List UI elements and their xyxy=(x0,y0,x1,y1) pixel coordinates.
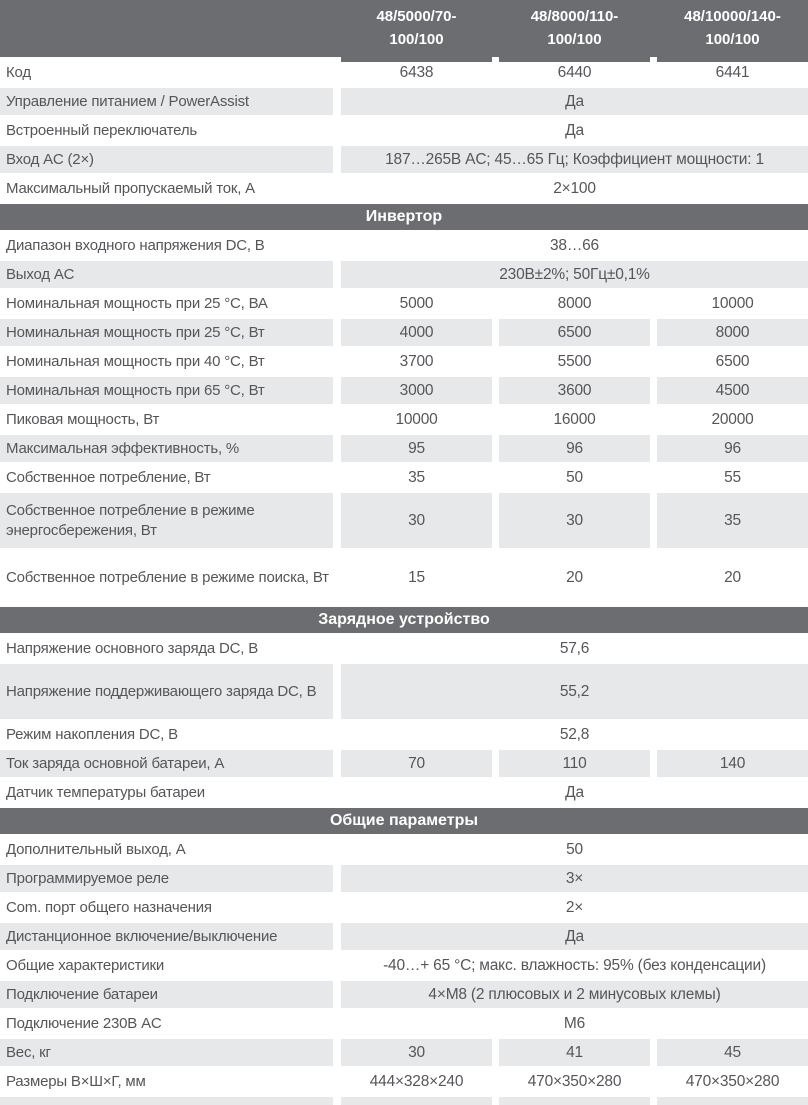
row-value-merged: 230В±2%; 50Гц±0,1% xyxy=(341,261,808,288)
row-values xyxy=(341,981,808,1008)
row-label: Подключение 230В AC xyxy=(6,1014,162,1032)
row-values xyxy=(341,550,808,605)
table-row xyxy=(0,88,808,115)
table-row xyxy=(0,59,808,86)
table-row xyxy=(0,1097,808,1105)
header-tab xyxy=(341,57,492,62)
header-tab xyxy=(657,57,808,62)
spec-table-rows xyxy=(0,59,808,1105)
column-header xyxy=(341,0,492,57)
row-values xyxy=(341,1068,808,1095)
row-value: 6438 xyxy=(399,63,434,81)
column-header-label: 48/8000/110-100/100 xyxy=(530,8,619,48)
row-value-merged: 187…265В AC; 45…65 Гц; Коэффициент мощности: 1 xyxy=(341,146,808,173)
row-values xyxy=(341,290,808,317)
row-value: 6440 xyxy=(557,63,592,81)
row-label: Размеры В×Ш×Г, мм xyxy=(6,1072,146,1090)
row-values xyxy=(341,117,808,144)
section-title: Инвертор xyxy=(365,208,443,225)
section-header xyxy=(0,607,808,633)
section-title: Зарядное устройство xyxy=(318,611,490,628)
row-value: 96 xyxy=(657,435,808,462)
row-values xyxy=(341,348,808,375)
table-row xyxy=(0,117,808,144)
table-row xyxy=(0,319,808,346)
table-row xyxy=(0,348,808,375)
row-label: Собственное потребление в режиме энергосбережения, Вт xyxy=(0,493,333,548)
table-row xyxy=(0,664,808,719)
row-value: 70 xyxy=(341,750,492,777)
row-value: 45 xyxy=(657,1039,808,1066)
column-header-label: 48/5000/70-100/100 xyxy=(376,8,457,48)
row-value-merged: 2×100 xyxy=(553,179,596,197)
row-value: 20 xyxy=(566,568,583,586)
table-row xyxy=(0,261,808,288)
row-label: Напряжение поддерживающего заряда DC, В xyxy=(0,664,333,719)
row-values xyxy=(341,319,808,346)
row-value: 6441 xyxy=(715,63,750,81)
row-value: 110 xyxy=(499,750,650,777)
row-value: 55 xyxy=(724,468,741,486)
row-value: 8000 xyxy=(557,294,592,312)
table-row xyxy=(0,435,808,462)
section-header xyxy=(0,204,808,230)
row-value-merged: Да xyxy=(341,88,808,115)
row-values xyxy=(341,59,808,86)
row-value-merged: 55,2 xyxy=(341,664,808,719)
row-value: 4000 xyxy=(341,319,492,346)
row-values xyxy=(341,779,808,806)
table-row xyxy=(0,232,808,259)
row-value: 30 xyxy=(499,493,650,548)
row-values xyxy=(341,894,808,921)
table-row xyxy=(0,721,808,748)
row-value-merged: 50 xyxy=(566,840,583,858)
row-label: Номинальная мощность при 65 °C, Вт xyxy=(0,377,333,404)
row-label: Напряжение основного заряда DC, В xyxy=(6,639,259,657)
row-label: Собственное потребление, Вт xyxy=(6,468,211,486)
table-row xyxy=(0,779,808,806)
row-label: Собственное потребление в режиме поиска, Вт xyxy=(6,568,329,586)
row-value: 444×328×240 xyxy=(369,1072,464,1090)
row-values xyxy=(341,88,808,115)
row-value: 470×350×280 xyxy=(527,1072,622,1090)
row-label: Код xyxy=(6,63,31,81)
row-value: 8000 xyxy=(657,319,808,346)
row-value: 3000 xyxy=(341,377,492,404)
table-row xyxy=(0,923,808,950)
row-label: Управление питанием / PowerAssist xyxy=(0,88,333,115)
table-row xyxy=(0,406,808,433)
table-row xyxy=(0,894,808,921)
row-values xyxy=(341,750,808,777)
row-value: 35 xyxy=(657,493,808,548)
row-label: Режим накопления DC, В xyxy=(6,725,178,743)
row-values xyxy=(341,923,808,950)
row-label: Номинальная мощность при 25 °C, Вт xyxy=(0,319,333,346)
row-values xyxy=(341,664,808,719)
section-header xyxy=(0,808,808,834)
row-label: Номинальная мощность при 40 °C, Вт xyxy=(6,352,265,370)
row-values xyxy=(341,721,808,748)
row-value: 15 xyxy=(408,568,425,586)
table-row xyxy=(0,175,808,202)
row-values xyxy=(341,865,808,892)
row-value: 6500 xyxy=(499,319,650,346)
row-values xyxy=(341,1097,808,1105)
row-value: 16000 xyxy=(553,410,596,428)
header-label-spacer xyxy=(0,0,333,57)
row-values xyxy=(341,175,808,202)
table-row xyxy=(0,290,808,317)
row-label: Дополнительный выход, А xyxy=(6,840,186,858)
row-values xyxy=(341,1039,808,1066)
row-label: Дистанционное включение/выключение xyxy=(0,923,333,950)
row-label xyxy=(0,1097,333,1105)
row-value: 10000 xyxy=(711,294,754,312)
row-values xyxy=(341,232,808,259)
row-value: 35 xyxy=(408,468,425,486)
row-value-merged: Да xyxy=(565,121,584,139)
row-value-merged: -40…+ 65 °C; макс. влажность: 95% (без конденсации) xyxy=(383,956,766,974)
table-header xyxy=(0,0,808,57)
row-label: Максимальный пропускаемый ток, А xyxy=(6,179,255,197)
table-row xyxy=(0,952,808,979)
row-value: 20000 xyxy=(711,410,754,428)
row-value-merged: М6 xyxy=(563,1014,586,1032)
row-label: Выход AC xyxy=(0,261,333,288)
row-label: Номинальная мощность при 25 °C, ВА xyxy=(6,294,268,312)
row-value: 95 xyxy=(341,435,492,462)
row-label: Пиковая мощность, Вт xyxy=(6,410,160,428)
table-row xyxy=(0,981,808,1008)
row-value: 30 xyxy=(341,493,492,548)
row-value xyxy=(657,1097,808,1105)
row-value-merged: Да xyxy=(341,923,808,950)
table-row xyxy=(0,865,808,892)
row-label: Датчик температуры батареи xyxy=(6,783,205,801)
row-value-merged: 38…66 xyxy=(550,236,599,254)
row-label: Встроенный переключатель xyxy=(6,121,197,139)
table-row xyxy=(0,750,808,777)
row-value: 20 xyxy=(724,568,741,586)
table-row xyxy=(0,1068,808,1095)
column-header xyxy=(657,0,808,57)
row-value xyxy=(341,1097,492,1105)
table-row xyxy=(0,377,808,404)
row-label: Диапазон входного напряжения DC, В xyxy=(6,236,265,254)
row-label: Максимальная эффективность, % xyxy=(0,435,333,462)
table-row xyxy=(0,550,808,605)
row-value-merged: 2× xyxy=(565,898,584,916)
row-value: 470×350×280 xyxy=(685,1072,780,1090)
row-values xyxy=(341,635,808,662)
table-row xyxy=(0,464,808,491)
row-value: 4500 xyxy=(657,377,808,404)
row-value: 5000 xyxy=(399,294,434,312)
row-values xyxy=(341,377,808,404)
column-header-label: 48/10000/140-100/100 xyxy=(684,8,781,48)
row-value: 96 xyxy=(499,435,650,462)
row-value-merged: 3× xyxy=(341,865,808,892)
section-title: Общие параметры xyxy=(329,812,479,829)
table-row xyxy=(0,146,808,173)
row-values xyxy=(341,836,808,863)
column-header xyxy=(499,0,650,57)
row-value-merged: Да xyxy=(565,783,584,801)
row-values xyxy=(341,146,808,173)
row-value: 140 xyxy=(657,750,808,777)
header-tabs xyxy=(341,57,808,62)
row-label: Вход AC (2×) xyxy=(0,146,333,173)
row-label: Вес, кг xyxy=(0,1039,333,1066)
header-columns xyxy=(341,0,808,57)
row-values xyxy=(341,406,808,433)
row-label: Общие характеристики xyxy=(6,956,165,974)
table-row xyxy=(0,635,808,662)
row-value: 41 xyxy=(499,1039,650,1066)
row-values xyxy=(341,952,808,979)
row-values xyxy=(341,261,808,288)
row-value: 5500 xyxy=(557,352,592,370)
row-value: 10000 xyxy=(395,410,438,428)
row-values xyxy=(341,464,808,491)
table-row xyxy=(0,493,808,548)
row-value xyxy=(499,1097,650,1105)
row-value: 50 xyxy=(566,468,583,486)
row-values xyxy=(341,1010,808,1037)
table-row xyxy=(0,836,808,863)
row-label: Программируемое реле xyxy=(0,865,333,892)
row-value: 30 xyxy=(341,1039,492,1066)
row-value: 3700 xyxy=(399,352,434,370)
table-row xyxy=(0,1010,808,1037)
row-label: Ток заряда основной батареи, А xyxy=(0,750,333,777)
row-value-merged: 52,8 xyxy=(559,725,590,743)
row-values xyxy=(341,435,808,462)
table-row xyxy=(0,1039,808,1066)
header-tab xyxy=(499,57,650,62)
row-values xyxy=(341,493,808,548)
row-value-merged: 4×М8 (2 плюсовых и 2 минусовых клемы) xyxy=(341,981,808,1008)
row-value: 6500 xyxy=(715,352,750,370)
row-label: Подключение батареи xyxy=(0,981,333,1008)
row-value-merged: 57,6 xyxy=(559,639,590,657)
row-value: 3600 xyxy=(499,377,650,404)
row-label: Com. порт общего назначения xyxy=(6,898,212,916)
